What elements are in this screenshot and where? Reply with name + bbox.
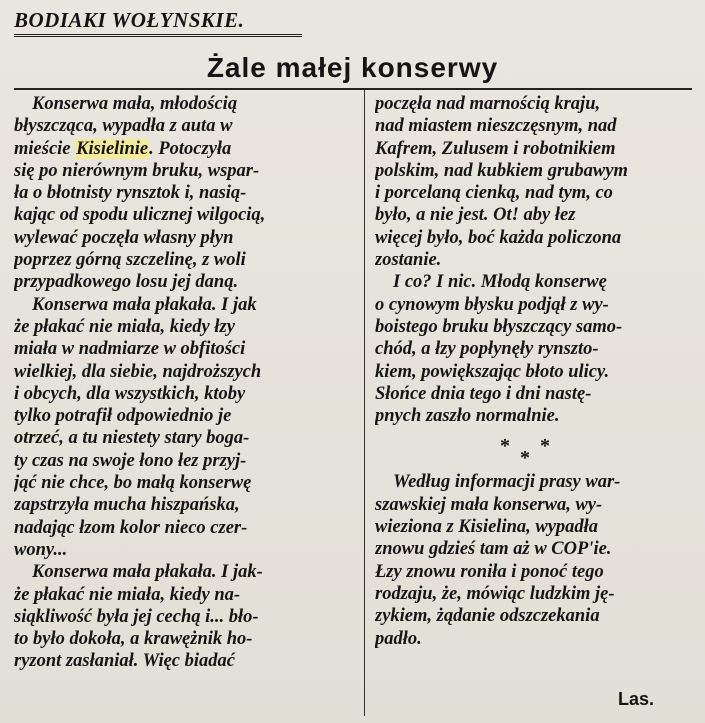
text-line-content: zykiem, żądanie odszczekania [375, 606, 600, 627]
section-title: BODIAKI WOŁYNSKIE. [14, 8, 245, 32]
text-line-content: wieziona z Kisielina, wypadła [375, 517, 599, 538]
text-line-content: miała w nadmiarze w obfitości [14, 339, 246, 360]
text-line-content: więcej było, boć każda policzona [375, 227, 622, 248]
text-line [14, 539, 355, 561]
text-line-content: ty czas na swoje łono łez przyj- [14, 450, 247, 471]
text-line-content: mieście [14, 138, 76, 159]
text-line [14, 294, 355, 316]
text-line [375, 583, 693, 605]
text-line-content: ła o błotnisty rynsztok i, nasią- [14, 183, 247, 204]
text-line-content: Konserwa mała płakała. I jak- [32, 562, 263, 583]
text-line-content: kając od spodu ulicznej wilgocią, [14, 205, 266, 226]
text-line-content: Kafrem, Zulusem i robotnikiem [375, 138, 616, 159]
section-separator-asterisks [375, 427, 693, 471]
text-line-content: zostanie. [375, 250, 442, 271]
text-line [375, 605, 693, 627]
text-line [375, 494, 693, 516]
text-line [14, 316, 355, 338]
text-line [14, 115, 355, 137]
text-line [375, 115, 693, 137]
text-line-content: i obcych, dla wszystkich, ktoby [14, 383, 246, 404]
text-line-content: rodzaju, że, mówiąc ludzkim ję- [375, 583, 615, 604]
text-line-content: przypadkowego losu jej daną. [14, 272, 239, 293]
text-line [14, 650, 355, 672]
text-line-content: Według informacji prasy war- [393, 472, 621, 493]
column-divider [364, 90, 365, 716]
text-line [375, 204, 693, 226]
text-line [14, 427, 355, 449]
text-line-content: polskim, nad kubkiem grubawym [375, 160, 628, 181]
text-line-content: wony... [14, 539, 68, 560]
text-line-content: poprzez górną szczelinę, z woli [14, 250, 246, 271]
text-line [14, 93, 355, 115]
text-line [14, 271, 355, 293]
text-line [375, 561, 693, 583]
asterisk: * [500, 435, 510, 458]
text-line [375, 361, 693, 383]
text-line [375, 249, 693, 271]
section-header [14, 6, 302, 37]
text-line-content: było, a nie jest. Ot! aby łez [375, 205, 576, 226]
text-line-continuation: . Potoczyła [149, 138, 232, 159]
text-line [375, 516, 693, 538]
text-line [14, 405, 355, 427]
text-line [14, 204, 355, 226]
headline-rule [14, 88, 692, 90]
text-line [14, 227, 355, 249]
text-line-content: nad miastem nieszczęsnym, nad [375, 116, 617, 137]
text-line [14, 160, 355, 182]
text-line-content: kiem, powiększając błoto ulicy. [375, 361, 610, 382]
text-line-content: wylewać poczęła własny płyn [14, 227, 234, 248]
text-line [14, 249, 355, 271]
text-line [375, 471, 693, 493]
article-column-left [14, 93, 355, 673]
text-line-content: znowu gdzieś tam aż w COP'ie. [375, 539, 612, 560]
text-line [375, 93, 693, 115]
text-line-content: wielkiej, dla siebie, najdroższych [14, 361, 262, 382]
text-line-content: ryzont zasłaniał. Więc biadać [14, 651, 235, 672]
text-line-content: pnych zaszło normalnie. [375, 406, 560, 427]
text-line-content: to było dokoła, a krawężnik ho- [14, 629, 253, 650]
text-line-content: i porcelaną cienką, nad tym, co [375, 183, 613, 204]
article-column-right [375, 93, 693, 650]
article-headline: Żale małej konserwy [206, 52, 499, 83]
text-line [375, 538, 693, 560]
text-line [14, 338, 355, 360]
article-column-right-part2 [375, 471, 693, 649]
text-line [14, 182, 355, 204]
text-line [375, 628, 693, 650]
text-line [14, 628, 355, 650]
text-line [375, 316, 693, 338]
text-line [14, 361, 355, 383]
text-line [375, 227, 693, 249]
text-line-content: padło. [375, 628, 422, 649]
text-line-content: się po nierównym bruku, wspar- [14, 160, 260, 181]
text-line [375, 160, 693, 182]
text-line [14, 494, 355, 516]
bleed-through-text [318, 0, 698, 40]
text-line [14, 383, 355, 405]
text-line [14, 138, 355, 160]
text-line-content: jąć nie chce, bo małą konserwę [14, 473, 252, 494]
text-line-content: że płakać nie miała, kiedy na- [14, 584, 241, 605]
text-line-content: nadając łzom kolor nieco czer- [14, 517, 248, 538]
highlighted-word: Kisielinie [76, 138, 149, 159]
asterisk: * [540, 435, 550, 458]
text-line-content: Konserwa mała płakała. I jak [32, 294, 257, 315]
asterisk: * [520, 447, 530, 470]
text-line [14, 584, 355, 606]
text-line-content: Łzy znowu roniła i ponoć tego [375, 561, 604, 582]
text-line-content: Konserwa mała, młodością [32, 94, 238, 114]
text-line-content: Słońce dnia tego i dni nastę- [375, 383, 592, 404]
text-line-content: zapstrzyła mucha hiszpańska, [14, 495, 240, 516]
text-line [14, 606, 355, 628]
text-line [14, 472, 355, 494]
text-line [375, 138, 693, 160]
text-line-content: szawskiej mała konserwa, wy- [375, 494, 603, 515]
text-line-content: tylko potrafił odpowiednio je [14, 406, 232, 427]
text-line [14, 450, 355, 472]
text-line [375, 182, 693, 204]
text-line [14, 561, 355, 583]
author-signature: Las. [618, 689, 655, 709]
text-line-content: poczęła nad marnością kraju, [375, 94, 601, 114]
article-column-right-part1 [375, 93, 693, 427]
text-line [14, 517, 355, 539]
text-line [375, 338, 693, 360]
text-line-content: o cynowym błysku podjął z wy- [375, 294, 609, 315]
text-line [375, 294, 693, 316]
text-line-content: że płakać nie miała, kiedy łzy [14, 316, 235, 337]
text-line [375, 383, 693, 405]
text-line [375, 405, 693, 427]
text-line-content: chód, a łzy popłynęły rynszto- [375, 339, 599, 360]
text-line-content: błyszcząca, wypadła z auta w [14, 116, 233, 137]
text-line-content: otrzeć, a tu niestety stary boga- [14, 428, 250, 449]
text-line-content: boistego bruku błyszczący samo- [375, 316, 623, 337]
text-line [375, 271, 693, 293]
text-line-content: I co? I nic. Młodą konserwę [393, 272, 607, 293]
text-line-content: siąkliwość była jej cechą i... bło- [14, 606, 259, 627]
